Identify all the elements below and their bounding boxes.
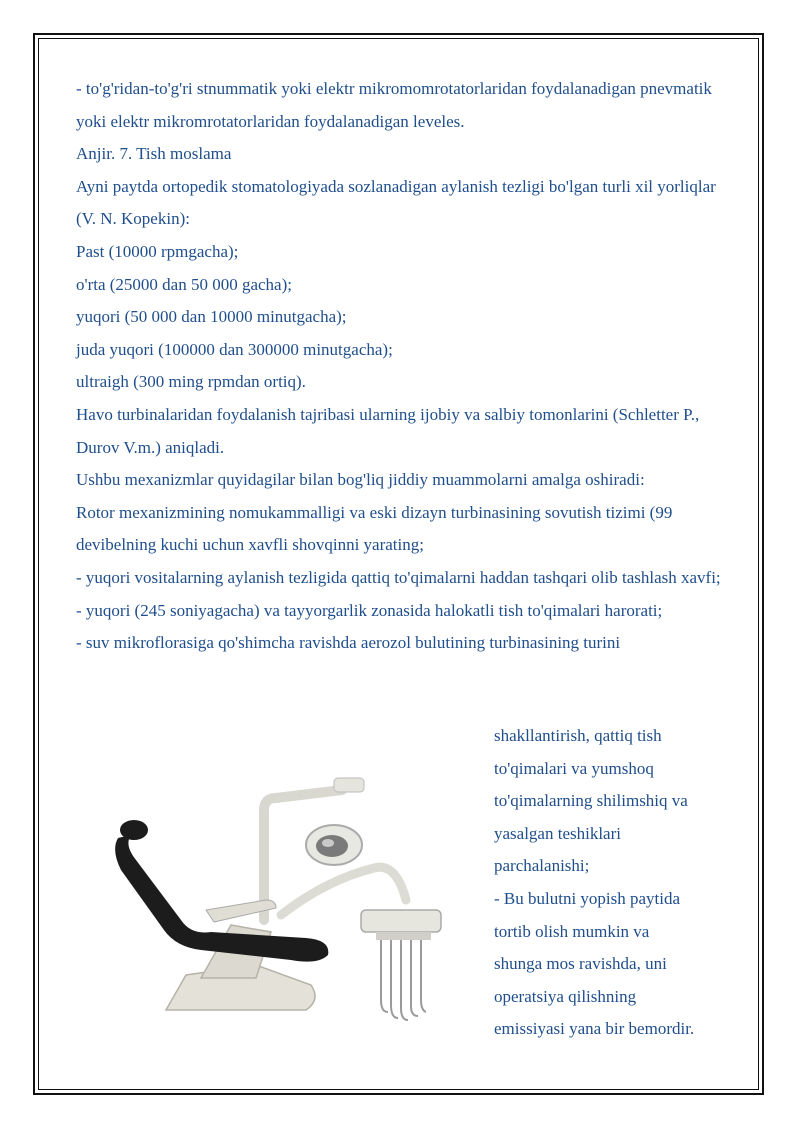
side-line: operatsiya qilishning [494,986,637,1006]
paragraph-12: - yuqori vositalarning aylanish tezligida qattiq to'qimalarni haddan tashqari olib tashlash xavfi; [76,567,721,587]
document-body [76,73,726,660]
paragraph-10: Ushbu mexanizmlar quyidagilar bilan bog'liq jiddiy muammolarni amalga oshiradi: [76,470,645,490]
side-line: to'qimalarning shilimshiq va [494,791,688,811]
speed-item-ultra: ultraigh (300 ming rpmdan ortiq). [76,372,306,392]
paragraph-9: Havo turbinalaridan foydalanish tajribasi ularning ijobiy va salbiy tomonlarini (Schletter P., Durov V.m.) aniqladi. [76,404,700,457]
speed-item-high: yuqori (50 000 dan 10000 minutgacha); [76,307,347,327]
figure-caption: Anjir. 7. Tish moslama [76,144,232,164]
paragraph-13: - yuqori (245 soniyagacha) va tayyorgarlik zonasida halokatli tish to'qimalari harorati; [76,600,663,620]
paragraph-3: Ayni paytda ortopedik stomatologiyada sozlanadigan aylanish tezligi bo'lgan turli xil yorliqlar (V. N. Kopekin): [76,176,716,229]
side-line: shakllantirish, qattiq tish [494,726,662,745]
paragraph-14: - suv mikroflorasiga qo'shimcha ravishda aerozol bulutining turbinasining turini [76,633,621,653]
figure-wrap-area [76,720,726,1050]
side-line: shunga mos ravishda, uni [494,954,667,974]
dental-chair-image [106,750,456,1040]
side-line: yasalgan teshiklari [494,823,621,843]
side-line: parchalanishi; [494,856,590,876]
side-line: tortib olish mumkin va [494,921,650,941]
side-line: to'qimalari va yumshoq [494,758,654,778]
speed-item-very-high: juda yuqori (100000 dan 300000 minutgacha); [76,339,393,359]
side-text-column [494,720,734,1046]
paragraph-11: Rotor mexanizmining nomukammalligi va eski dizayn turbinasining sovutish tizimi (99 devibelning kuchi uchun xavfli shovqinni yarating; [76,502,673,555]
speed-item-low: Past (10000 rpmgacha); [76,241,239,261]
side-line: - Bu bulutni yopish paytida [494,888,681,908]
speed-item-medium: o'rta (25000 dan 50 000 gacha); [76,274,292,294]
side-line: emissiyasi yana bir bemordir. [494,1019,695,1039]
paragraph-1: - to'g'ridan-to'g'ri stnummatik yoki elektr mikromomrotatorlaridan foydalanadigan pnevmatik yoki elektr mikromrotatorlaridan foydalanadigan leveles. [76,79,712,131]
